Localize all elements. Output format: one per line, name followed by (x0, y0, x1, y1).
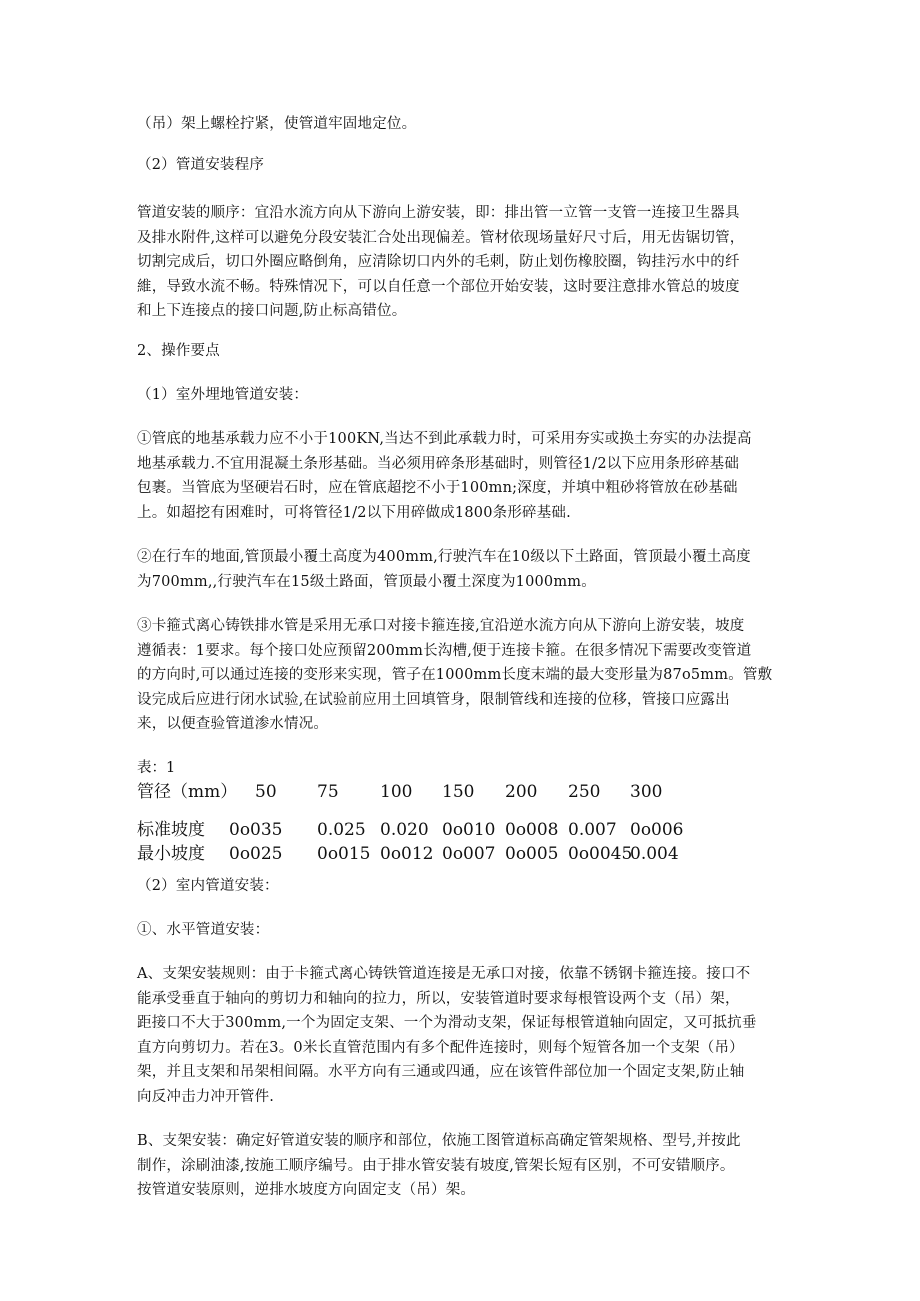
table-cell: 0o005 (505, 844, 559, 864)
text-line: 按管道安装原则，逆排水坡度方向固定支（吊）架。 (137, 1182, 476, 1198)
table-header-cell: 200 (505, 782, 538, 802)
table-cell: 0.020 (380, 820, 429, 840)
text-line: 及排水附件,这样可以避免分段安装汇合处出现偏差。管材依现场量好尺寸后，用无齿锯切管， (137, 229, 745, 246)
text-line: （2）管道安装程序 (137, 157, 265, 173)
table-cell: 0o025 (229, 844, 283, 864)
text-line: 切割完成后，切口外圈应略倒角，应清除切口内外的毛刺，防止划伤橡胶圈，钩挂污水中的纤 (137, 254, 740, 270)
heading-outdoor-install (137, 383, 793, 408)
text-line: 的方向时,可以通过连接的变形来实现，管子在1000mm长度末端的最大变形量为87o5mm。管敷 (137, 667, 773, 683)
text-line: 能承受垂直于轴向的剪切力和轴向的拉力，所以，安装管道时要求每根管设两个支（吊）架， (137, 990, 740, 1007)
table-cell: 0o0045 (568, 844, 633, 864)
table-row-title: 标准坡度 (137, 820, 205, 840)
paragraph-support-install (137, 1129, 793, 1203)
paragraph-install-order (137, 201, 793, 324)
text-line: 架，并且支架和吊架相间隔。水平方向有三通或四通，应在该管件部位加一个固定支架,防止轴 (137, 1064, 745, 1080)
text-line: A、支架安装规则：由于卡箍式离心铸铁管道连接是无承口对接，依靠不锈钢卡箍连接。接口不 (137, 966, 751, 982)
heading-horizontal-pipe (137, 918, 793, 943)
table-header-title: 管径（mm） (137, 782, 238, 802)
text-line: 为700mm,,行驶汽车在15级土路面，管顶最小覆土深度为1000mm。 (137, 573, 596, 590)
table-cell: 0.025 (317, 820, 366, 840)
table-header-cell: 250 (568, 782, 601, 802)
table-header-cell: 300 (630, 782, 663, 802)
text-line: （吊）架上螺栓拧紧，使管道牢固地定位。 (137, 116, 417, 132)
text-line: ②在行车的地面,管顶最小覆土高度为400mm,行驶汽车在10级以下土路面，管顶最小覆土高度 (137, 549, 751, 565)
table-header-cell: 75 (317, 782, 339, 802)
text-line: 管道安装的顺序：宜沿水流方向从下游向上游安装，即：排出管一立管一支管一连接卫生器具 (137, 205, 740, 221)
text-line: 直方向剪切力。若在3。0米长直管范围内有多个配件连接时，则每个短管各加一个支架（吊） (137, 1039, 744, 1056)
table-cell: 0o008 (505, 820, 559, 840)
table-header-cell: 50 (255, 782, 277, 802)
text-line: 包裹。当管底为坚硬岩石时，应在管底超挖不小于100mn;深度，并填中粗砂将管放在砂基础 (137, 480, 738, 496)
text-line: 向反冲击力冲开管件. (137, 1088, 275, 1105)
heading-indoor-install (137, 874, 793, 899)
paragraph-cover-depth (137, 545, 793, 594)
text-line: ①、水平管道安装： (137, 922, 270, 938)
paragraph-support-rules (137, 962, 793, 1109)
text-line: B、支架安装：确定好管道安装的顺序和部位，依施工图管道标高确定管架规格、型号,并按此 (137, 1133, 741, 1149)
table-cell: 0o035 (229, 820, 283, 840)
text-line: 和上下连接点的接口问题,防止标高错位。 (137, 303, 407, 319)
table-caption: 表：1 (137, 760, 176, 776)
table-row-title: 最小坡度 (137, 844, 205, 864)
text-line: 来，以便查验管道渗水情况。 (137, 716, 329, 732)
text-line: 地基承载力.不宜用混凝土条形基础。当必须用碎条形基础时，则管径1/2以下应用条形碎基础 (137, 455, 740, 472)
paragraph-clamp-pipe (137, 614, 793, 737)
text-line: 距接口不大于300mm,一个为固定支架、一个为滑动支架，保证每根管道轴向固定，又可抵抗垂 (137, 1015, 757, 1031)
table-header-cell: 100 (380, 782, 413, 802)
text-line: 设完成后应进行闭水试验,在试验前应用土回填管身，限制管线和连接的位移，管接口应露出 (137, 691, 730, 708)
table-cell: 0o012 (380, 844, 434, 864)
text-line: 遵循表：1要求。每个接口处应预留200mm长沟槽,便于连接卡箍。在很多情况下需要改变管道 (137, 642, 752, 659)
text-line: ①管底的地基承载力应不小于100KN,当达不到此承载力时，可采用夯实或换土夯实的办法提高 (137, 431, 752, 447)
text-line: ③卡箍式离心铸铁排水管是采用无承口对接卡箍连接,宜沿逆水流方向从下游向上游安装，坡度 (137, 618, 745, 634)
paragraph-foundation (137, 427, 793, 525)
text-line: 制作，涂刷油漆,按施工顺序编号。由于排水管安装有坡度,管架长短有区别，不可安错顺序。 (137, 1157, 735, 1174)
heading-install-procedure (137, 153, 793, 178)
table-cell: 0.004 (630, 844, 679, 864)
table-cell: 0o007 (442, 844, 496, 864)
table-cell: 0.007 (568, 820, 617, 840)
text-line: （1）室外埋地管道安装： (137, 387, 309, 403)
heading-operation-points (137, 339, 793, 364)
table-cell: 0o006 (630, 820, 684, 840)
table-cell: 0o010 (442, 820, 496, 840)
text-line: 2、操作要点 (137, 343, 220, 359)
text-line: （2）室内管道安装： (137, 878, 279, 894)
table-cell: 0o015 (317, 844, 371, 864)
text-line: 維，导致水流不畅。特殊情况下，可以自任意一个部位开始安装，这时要注意排水管总的坡度 (137, 278, 740, 295)
paragraph-support-bolts (137, 112, 793, 137)
text-line: 上。如超挖有困难时，可将管径1/2以下用碎做成1800条形碎基础. (137, 504, 571, 521)
table-header-cell: 150 (442, 782, 475, 802)
